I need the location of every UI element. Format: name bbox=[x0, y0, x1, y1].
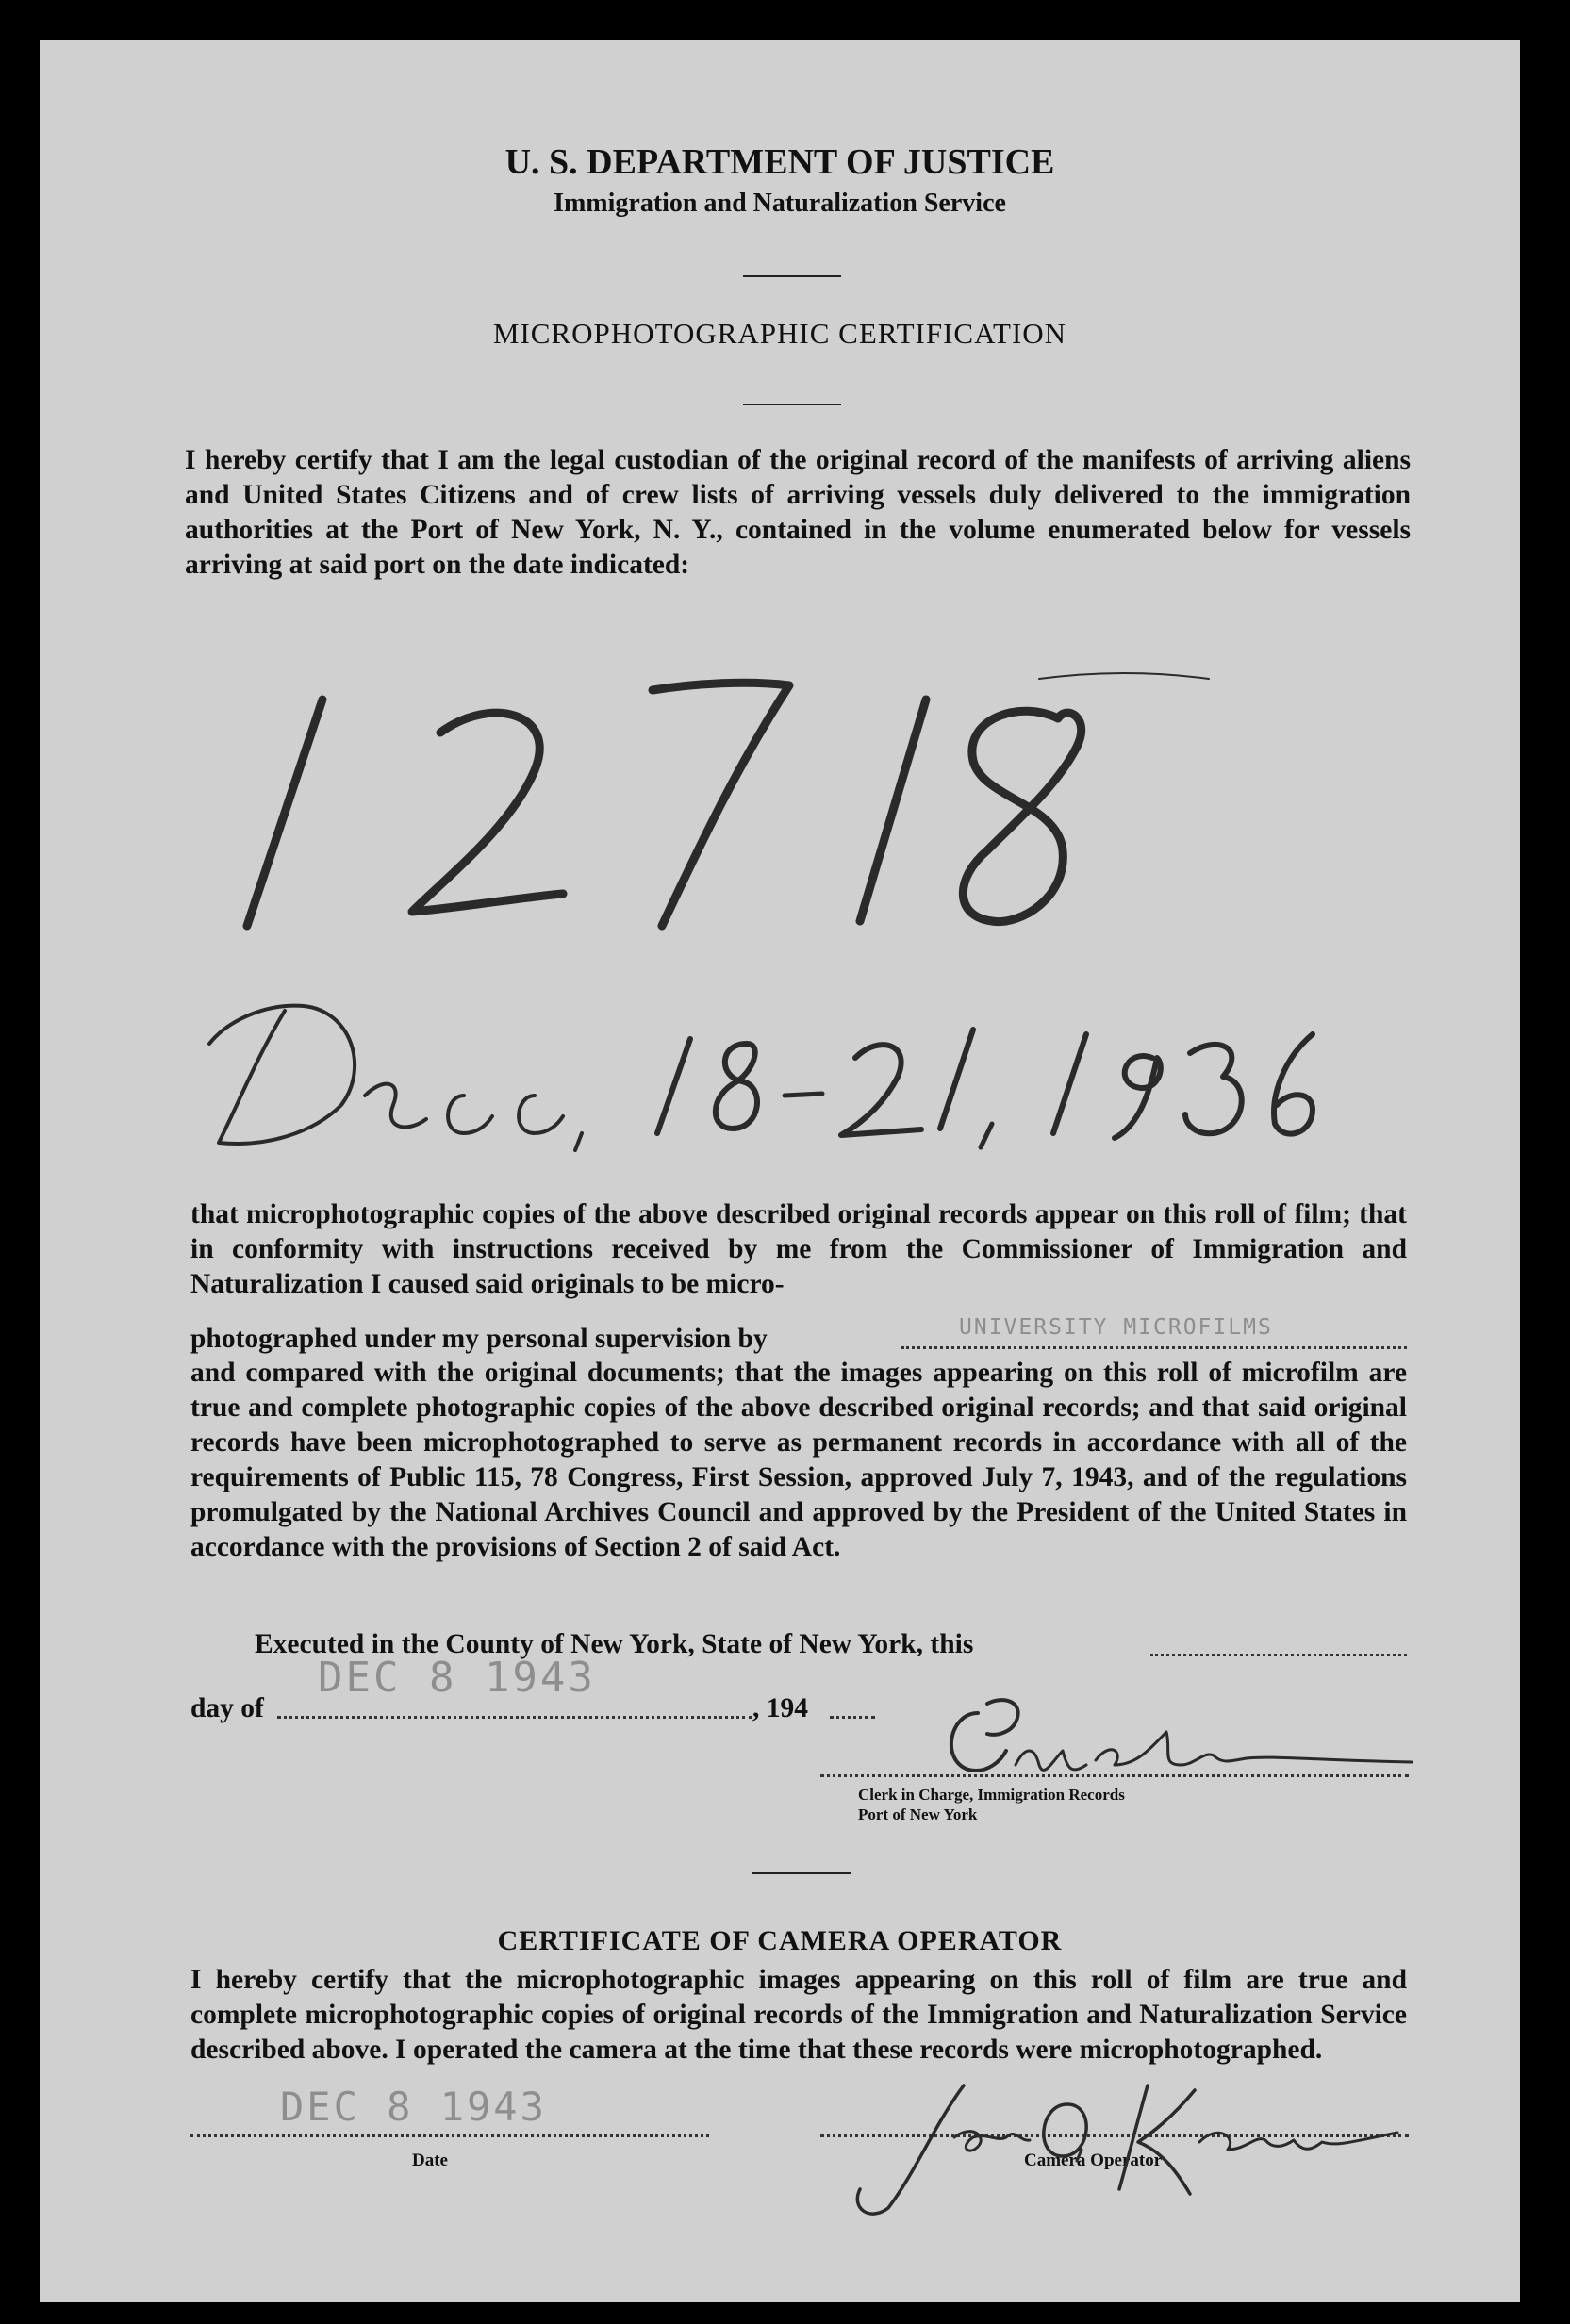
clerk-title-line1: Clerk in Charge, Immigration Records bbox=[858, 1786, 1125, 1804]
handwritten-date-range bbox=[181, 954, 1454, 1171]
clerk-title-line2: Port of New York bbox=[858, 1805, 978, 1823]
year-dotted-line bbox=[830, 1716, 875, 1719]
handwritten-volume-number bbox=[209, 643, 1341, 945]
camera-certificate-paragraph: I hereby certify that the microphotographic images appearing on this roll of film are true and complete microphotographic copies of original records of the Immigration and Naturalization Service described above. I operated the camera at the time that these records were microphotographed. bbox=[190, 1965, 1407, 2065]
clerk-signature bbox=[921, 1675, 1421, 1798]
intro-paragraph: I hereby certify that I am the legal custodian of the original record of the manifests of arriving aliens and United States Citizens and of crew lists of arriving vessels duly delivered to the immigration authorities at the Port of New York, N. Y., contained in the volume enumerated below for vessels arriving at said port on the date indicated: bbox=[185, 445, 1411, 580]
camera-operator-label: Camera Operator bbox=[1024, 2151, 1163, 2170]
executed-line: Executed in the County of New York, State of New York, this bbox=[255, 1629, 974, 1659]
supervision-line: photographed under my personal supervision by bbox=[190, 1324, 768, 1354]
body-paragraph-a: that microphotographic copies of the above described original records appear on this roll of film; that in conformity with instructions received by me from the Commissioner of Immigration and Naturalization I caused said originals to be micro- bbox=[190, 1199, 1407, 1299]
certification-title: MICROPHOTOGRAPHIC CERTIFICATION bbox=[492, 317, 1067, 350]
camera-operator-signature bbox=[822, 2067, 1426, 2227]
day-of-dotted-line bbox=[277, 1716, 752, 1719]
divider-second bbox=[743, 404, 841, 405]
divider-top bbox=[743, 275, 841, 277]
date-stamp-camera: DEC 8 1943 bbox=[280, 2084, 547, 2130]
department-heading: U. S. DEPARTMENT OF JUSTICE bbox=[504, 142, 1055, 182]
year-prefix: , 194 bbox=[752, 1693, 808, 1723]
document-page bbox=[40, 40, 1520, 2302]
supervision-dotted-line bbox=[901, 1346, 1407, 1349]
camera-certificate-title: CERTIFICATE OF CAMERA OPERATOR bbox=[497, 1925, 1063, 1956]
divider-camera bbox=[752, 1872, 851, 1874]
company-stamp: UNIVERSITY MICROFILMS bbox=[959, 1315, 1273, 1340]
executed-dotted-line bbox=[1150, 1654, 1407, 1656]
camera-date-dotted-line bbox=[190, 2134, 709, 2137]
date-stamp-executed: DEC 8 1943 bbox=[318, 1654, 596, 1702]
service-subheading: Immigration and Naturalization Service bbox=[554, 189, 1006, 218]
clerk-signature-line bbox=[820, 1774, 1409, 1777]
day-of-label: day of bbox=[190, 1693, 264, 1723]
body-paragraph-b: and compared with the original documents; that the images appearing on this roll of microfilm are true and complete photographic copies of the above described original records; and that said original records have been microphotographed to serve as permanent records in accordance with all of the requirements of Public 115, 78 Congress, First Session, approved July 7, 1943, and of the regulations promulgated by the National Archives Council and approved by the President of the United States in accordance with the provisions of Section 2 of said Act. bbox=[190, 1358, 1407, 1562]
camera-date-label: Date bbox=[412, 2151, 448, 2170]
